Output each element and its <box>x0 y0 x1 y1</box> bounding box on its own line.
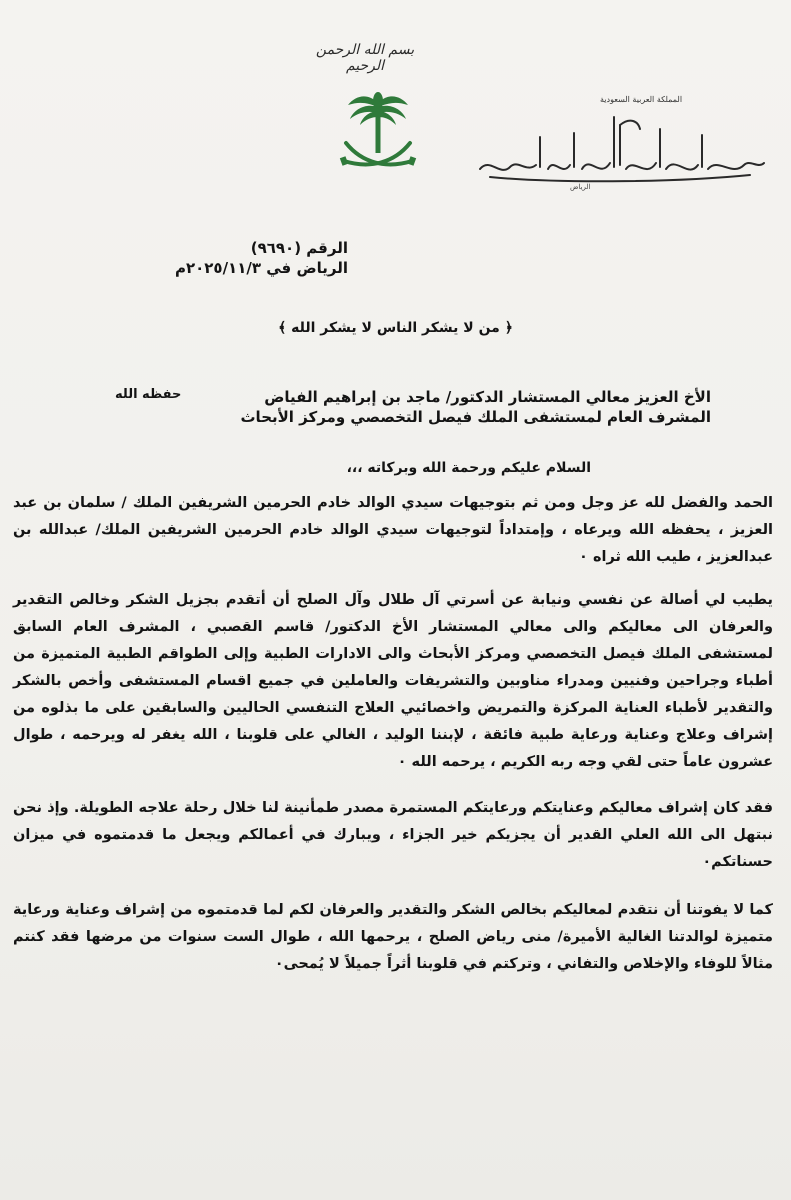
signature-block <box>470 95 770 195</box>
paragraph-3: فقد كان إشراف معاليكم وعنايتكم ورعايتكم المستمرة مصدر طمأنينة لنا خلال رحلة علاجه الطويلة. وإذ نحن نبتهل الى الله العلي القدير أن يجزيكم خير الجزاء ، ويبارك في أعمالكم ويجعل ما قدمتموه في ميزان حسناتكم٠ <box>13 800 773 870</box>
letter-headline: ﴿ من لا يشكر الناس لا يشكر الله ﴾ <box>278 320 513 336</box>
addressee-honorific: حفظه الله <box>115 387 182 402</box>
paragraph-4: كما لا يفوتنا أن نتقدم لمعاليكم بخالص الشكر والتقدير والعرفان لكم لما قدمتموه من إشراف وعناية ورعاية متميزة لوالدتنا الغالية الأميرة/ منى رياض الصلح ، يرحمها الله ، طوال الست سنوات من مرضها فقد كنتم مثالاً للوفاء والإخلاص والتفاني ، وتركتم في قلوبنا أثراً جميلاً لا يُمحى٠ <box>13 902 773 972</box>
saudi-emblem-icon <box>338 85 418 185</box>
addressee-line-2: المشرف العام لمستشفى الملك فيصل التخصصي ومركز الأبحاث <box>240 408 711 426</box>
greeting: السلام عليكم ورحمة الله وبركاته ،،، <box>346 460 591 476</box>
signature-caption-bottom: الرياض <box>570 183 591 191</box>
addressee-line-1: الأخ العزيز معالي المستشار الدكتور/ ماجد بن إبراهيم الفياض <box>264 388 711 406</box>
reference-date: الرياض في ٢٠٢٥/١١/٣م <box>174 259 348 277</box>
calligraphic-signature <box>470 107 770 187</box>
paragraph-1: الحمد والفضل لله عز وجل ومن ثم بتوجيهات سيدي الوالد خادم الحرمين الشريفين الملك / سلمان بن عبد العزيز ، يحفظه الله ويرعاه ، وإمتداداً لتوجيهات سيدي الوالد خادم الحرمين الشريفين الملك/ عبدالله بن عبدالعزيز ، طيب الله ثراه ٠ <box>13 495 773 565</box>
paragraph-2: يطيب لي أصالة عن نفسي ونيابة عن أسرتي آل طلال وآل الصلح أن أتقدم بجزيل الشكر وخالص التقدير والعرفان الى معاليكم والى معالي المستشار الأخ الدكتور/ قاسم القصبي ، المشرف العام السابق لمستشفى الملك فيصل التخصصي ومركز الأبحاث والى الادارات الطبية وإلى الطواقم الطبية المتميزة من أطباء وجراحين وفنيين ومدراء مناوبين والتشريفات والعاملين في جميع اقسام المستشفى وأخص بالشكر والتقدير لأطباء العناية المركزة والتمريض واخصائيي العلاج التنفسي الحاليين والسابقين على ما بذلوه من إشراف وعلاج وعناية ورعاية طبية فائقة ، لإبننا الوليد ، الغالي على قلوبنا ، الله يغفر له ويرحمه ، طوال عشرون عاماً حتى لقي وجه ربه الكريم ، يرحمه الله ٠ <box>13 592 773 770</box>
signature-caption-top: المملكة العربية السعودية <box>600 95 683 104</box>
reference-number: الرقم (٩٦٩٠) <box>250 239 348 257</box>
basmala: بسم الله الرحمن الرحيم <box>315 42 415 74</box>
reference-block <box>175 238 348 278</box>
